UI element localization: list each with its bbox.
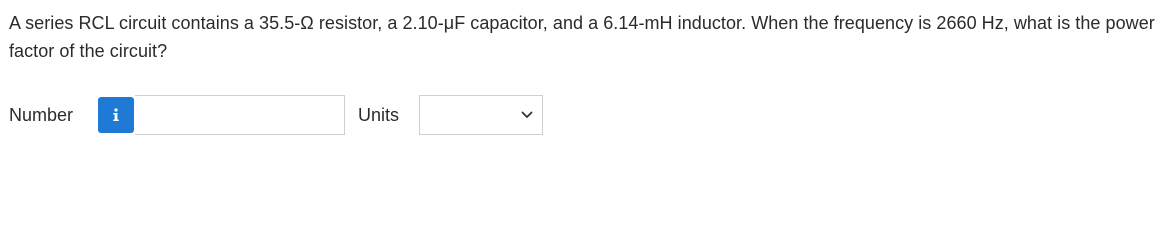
info-icon <box>112 108 120 122</box>
answer-row <box>9 95 549 137</box>
number-label: Number <box>9 105 74 125</box>
question-text: A series RCL circuit contains a 35.5-Ω resistor, a 2.10-μF capacitor, and a 6.14-mH inductor. When the frequency is 2660 Hz, what is the power factor of the circuit? <box>9 13 1155 61</box>
info-button[interactable] <box>98 97 134 133</box>
units-select[interactable] <box>419 95 543 135</box>
number-input[interactable] <box>135 95 345 135</box>
units-label: Units <box>358 105 400 125</box>
chevron-down-icon <box>521 111 533 119</box>
